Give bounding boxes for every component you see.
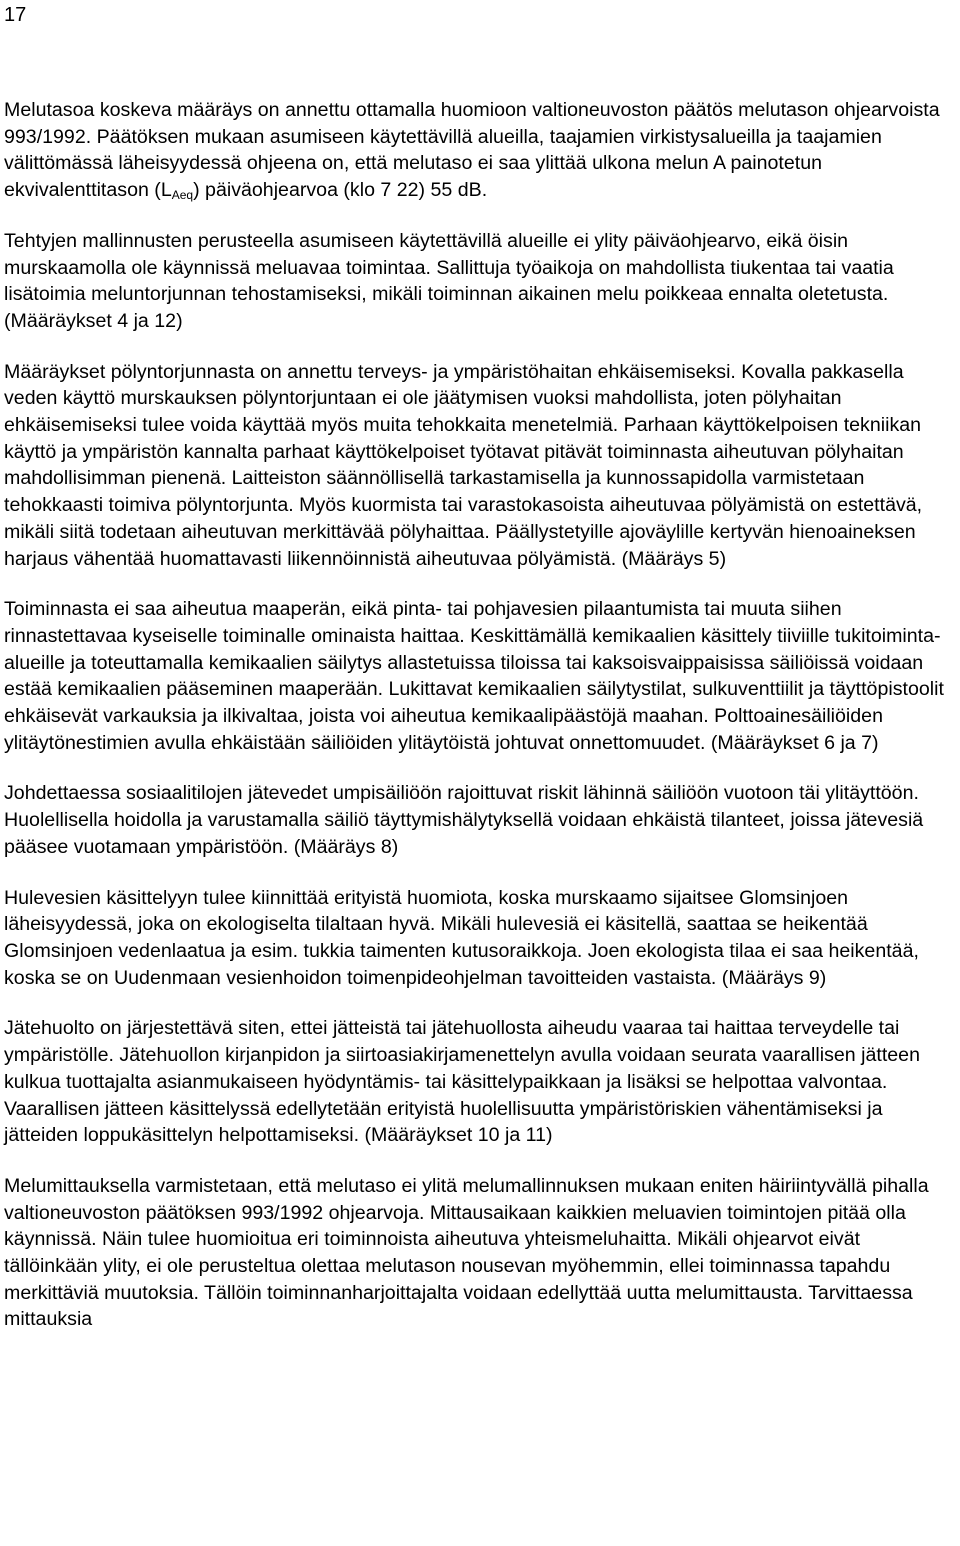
document-body bbox=[4, 97, 956, 1333]
paragraph-text: Melutasoa koskeva määräys on annettu ottamalla huomioon valtioneuvoston päätös melutason ohjearvoista 993/1992. Päätöksen mukaan asumiseen käytettävillä alueilla, taajamien virkistysalueilla ja taajamien välittömässä läheisyydessä ohjeena on, että melutaso ei saa ylittää ulkona melun A painotetun ekvivalenttitason (L bbox=[4, 99, 940, 202]
paragraph-noise-regulation bbox=[4, 97, 956, 204]
paragraph-noise-measurement: Melumittauksella varmistetaan, että melutaso ei ylitä melumallinnuksen mukaan eniten häiriintyvällä pihalla valtioneuvoston päätöksen 993/1992 ohjearvoja. Mittausaikaan kaikkien meluavien toimintojen pitää olla käynnissä. Näin tulee huomioitua eri toiminnoista aiheutuva yhteismeluhaitta. Mikäli ohjearvot eivät tällöinkään ylity, ei ole perusteltua olettaa melutason nousevan myöhemmin, ellei toiminnassa tapahdu merkittäviä muutoksia. Tällöin toiminnanharjoittajalta voidaan edellyttää uutta melumittausta. Tarvittaessa mittauksia bbox=[4, 1174, 929, 1331]
paragraph-soil-protection: Toiminnasta ei saa aiheutua maaperän, eikä pinta- tai pohjavesien pilaantumista tai muuta siihen rinnastettavaa kyseiselle toiminalle ominaista haittaa. Keskittämällä kemikaalien käsittely tiiviille tukitoiminta-alueille ja toteuttamalla kemikaalien säilytys allastetuissa tiloissa tai kaksoisvaippaisissa säiliöissä voidaan estää kemikaalien pääseminen maaperään. Lukittavat kemikaalien säilytystilat, sulkuventtiilit ja täyttöpistoolit ehkäisevät varkauksia ja ilkivaltaa, joista voi aiheutua kemikaalipäästöjä maahan. Polttoainesäiliöiden ylitäytönestimien avulla ehkäistään säiliöiden ylitäytöistä johtuvat onnettomuudet. (Määräykset 6 ja 7) bbox=[4, 598, 944, 754]
paragraph-wastewater: Johdettaessa sosiaalitilojen jätevedet umpisäiliöön rajoittuvat riskit lähinnä säiliöön vuotoon täi ylitäyttöön. Huolellisella hoidolla ja varustamalla säiliö täyttymishälytyksellä voidaan ehkäistä tilanteet, joissa jätevesiä pääsee vuotamaan ympäristöön. (Määräys 8) bbox=[4, 782, 924, 858]
paragraph-waste-management: Jätehuolto on järjestettävä siten, ettei jätteistä tai jätehuollosta aiheudu vaaraa tai haittaa terveydelle tai ympäristölle. Jätehuollon kirjanpidon ja siirtoasiakirjamenettelyn avulla voidaan seurata vaarallisen jätteen kulkua tuottajalta asianmukaiseen hyödyntämis- tai käsittelypaikkaan ja lisäksi se helpottaa valvontaa. Vaarallisen jätteen käsittelyssä edellytetään erityistä huolellisuutta ympäristöriskien vähentämiseksi ja jätteiden loppukäsittelyn helpottamiseksi. (Määräykset 10 ja 11) bbox=[4, 1017, 920, 1147]
paragraph-text-continued: ) päiväohjearvoa (klo 7 22) 55 dB. bbox=[193, 179, 488, 202]
paragraph-noise-modelling: Tehtyjen mallinnusten perusteella asumiseen käytettävillä alueille ei ylity päiväohjearvo, eikä öisin murskaamolla ole käynnissä meluavaa toimintaa. Sallittuja työaikoja on mahdollista tiukentaa tai vaatia lisätoimia meluntorjunnan tehostamiseksi, mikäli toiminnan aikainen melu poikkeaa ennalta oletetusta. (Määräykset 4 ja 12) bbox=[4, 229, 894, 332]
page-number: 17 bbox=[4, 4, 27, 26]
paragraph-stormwater: Hulevesien käsittelyyn tulee kiinnittää erityistä huomiota, koska murskaamo sijaitsee Glomsinjoen läheisyydessä, joka on ekologiselta tilaltaan hyvä. Mikäli hulevesiä ei käsitellä, saattaa se heikentää Glomsinjoen vedenlaatua ja esim. tukkia taimenten kutusoraikkoja. Joen ekologista tilaa ei saa heikentää, koska se on Uudenmaan vesienhoidon toimenpideohjelman tavoitteiden vastaista. (Määräys 9) bbox=[4, 886, 919, 989]
paragraph-dust-control: Määräykset pölyntorjunnasta on annettu terveys- ja ympäristöhaitan ehkäisemiseksi. Kovalla pakkasella veden käyttö murskauksen pölyntorjuntaan ei ole jäätymisen vuoksi mahdollista, joten pölyhaitan ehkäisemiseksi tulee voida käyttää myös muita tehokkaita menetelmiä. Parhaan käyttökelpoisen tekniikan käyttö ja ympäristön kannalta parhaat käyttökelpoiset työtavat pitävät toiminnasta aiheutuvan pölyhaitan mahdollisimman pienenä. Laitteiston säännöllisellä tarkastamisella ja kunnossapidolla varmistetaan tehokkaasti toimiva pölyntorjunta. Myös kuormista tai varastokasoista aiheutuvaa pölyämistä on estettävä, mikäli siitä todetaan aiheutuvan merkittävää pölyhaittaa. Päällystetyille ajoväylille kertyvän hienoaineksen harjaus vähentää huomattavasti liikennöinnistä aiheutuvaa pölyämistä. (Määräys 5) bbox=[4, 360, 923, 570]
subscript-aeq: Aeq bbox=[171, 188, 194, 203]
